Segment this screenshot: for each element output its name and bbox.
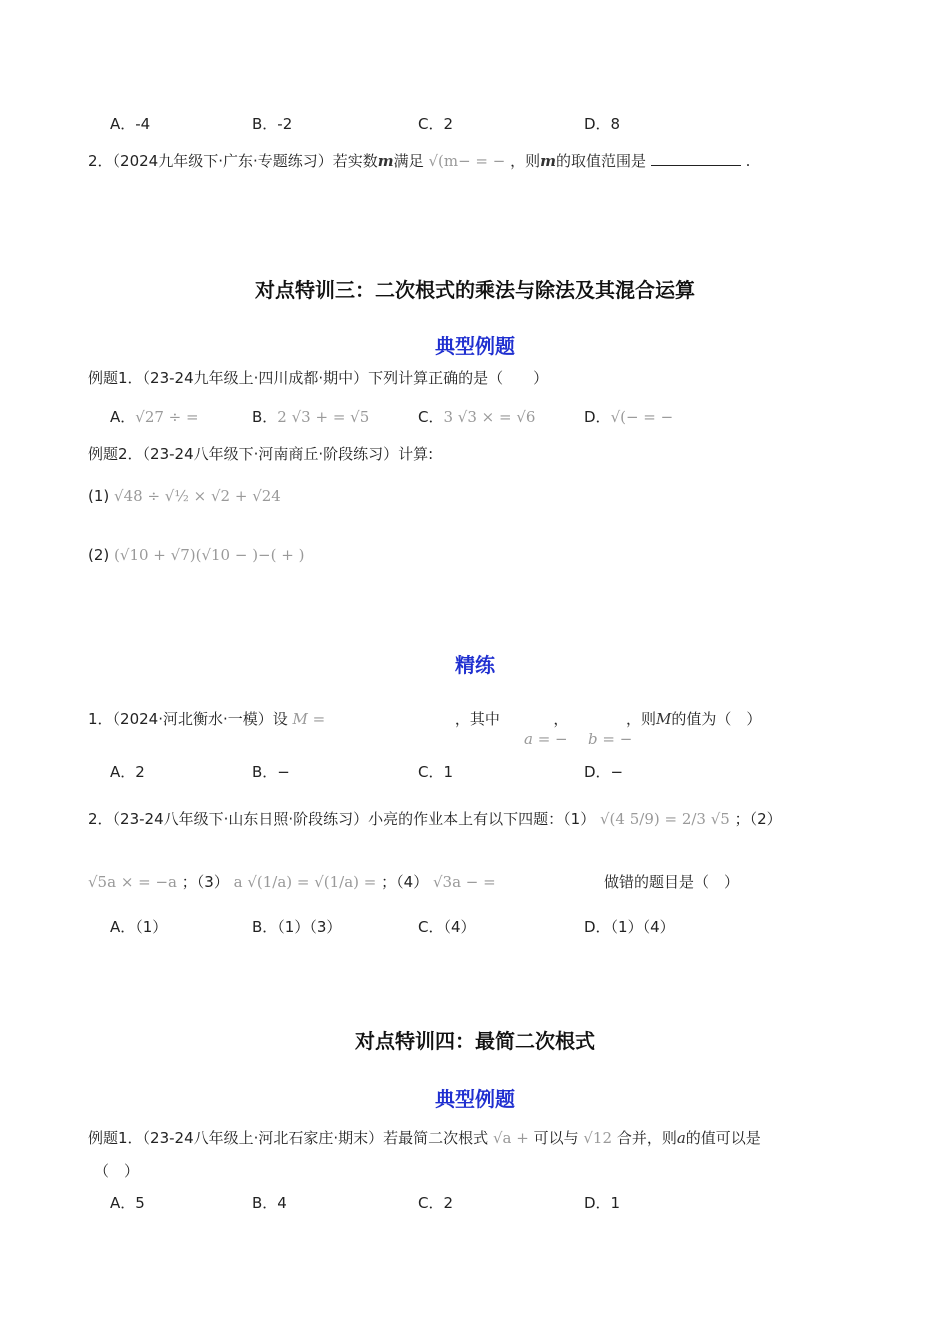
option-c: C．（4） bbox=[418, 918, 476, 936]
part-label: (1) bbox=[88, 487, 110, 505]
option-d: D．8 bbox=[584, 115, 621, 133]
option-a: A．（1） bbox=[110, 918, 168, 936]
section-title: 对点特训四：最简二次根式 bbox=[355, 1029, 595, 1053]
option-a: A．-4 bbox=[110, 115, 151, 133]
math-expression: √(m− = − bbox=[428, 152, 506, 170]
option-d: D．1 bbox=[584, 1194, 621, 1212]
example-mid: 可以与 bbox=[533, 1129, 579, 1147]
ex1-option-d bbox=[584, 407, 673, 427]
ex1-option-a bbox=[110, 407, 199, 427]
practice-1-prefix: 1．（2024·河北衡水·一模）设 bbox=[88, 710, 288, 728]
practice-1-mid2: ，则 bbox=[625, 710, 656, 728]
practice-2-line-1 bbox=[88, 809, 782, 829]
option-c: C．2 bbox=[418, 1194, 454, 1212]
var-M: M bbox=[655, 710, 672, 728]
practice-1-suffix: 的值为（ ） bbox=[671, 710, 762, 728]
option-d: D．− bbox=[584, 763, 624, 781]
math-expression: √3a − = bbox=[432, 873, 496, 891]
math-expression: √(4 5/9) = 2/3 √5 bbox=[600, 810, 730, 828]
math-expression: √a + bbox=[492, 1129, 529, 1147]
math-expression: (√10 + √7)(√10 − )−( + ) bbox=[114, 546, 305, 564]
example-mid2: 合并，则 bbox=[616, 1129, 677, 1147]
option-label: B． bbox=[252, 408, 278, 426]
option-label: A． bbox=[110, 408, 136, 426]
math-expression: M = bbox=[292, 710, 326, 728]
var-m: m bbox=[540, 152, 556, 170]
option-a: A．5 bbox=[110, 1194, 145, 1212]
var-a: a bbox=[676, 1129, 686, 1147]
answer-paren: （ ） bbox=[94, 1162, 140, 1180]
math-expression: 2 √3 + = √5 bbox=[277, 408, 370, 426]
option-b: B．-2 bbox=[252, 115, 293, 133]
practice-2-tail: 做错的题目是（ ） bbox=[604, 873, 740, 891]
practice-2-line-2 bbox=[88, 872, 496, 892]
math-expression: √5a × = −a bbox=[88, 873, 177, 891]
option-label: C． bbox=[418, 408, 444, 426]
subsection-title: 典型例题 bbox=[435, 1087, 515, 1111]
example-stem: 例题1．（23-24八年级上·河北石家庄·期末）若最简二次根式 bbox=[88, 1129, 489, 1147]
option-a: A．2 bbox=[110, 763, 145, 781]
practice-1-mid: ，其中 bbox=[454, 710, 500, 728]
math-expression: a = − bbox=[524, 730, 568, 748]
example-2-part-2 bbox=[88, 545, 304, 565]
example-2-stem: 例题2．（23-24八年级下·河南商丘·阶段练习）计算: bbox=[88, 445, 434, 463]
separator: ；（2） bbox=[734, 810, 782, 828]
section-4-example-1 bbox=[88, 1128, 761, 1148]
math-expression: a √(1/a) = √(1/a) = bbox=[233, 873, 377, 891]
practice-1 bbox=[88, 709, 761, 729]
answer-blank bbox=[651, 151, 741, 166]
ex1-option-c bbox=[418, 407, 535, 427]
example-2-part-1 bbox=[88, 486, 281, 506]
question-2-mid2: ，则 bbox=[510, 152, 541, 170]
question-2-prefix: 2．（2024九年级下·广东·专题练习）若实数 bbox=[88, 152, 378, 170]
math-expression: b = − bbox=[588, 730, 633, 748]
ex1-option-b bbox=[252, 407, 369, 427]
separator: ；（3） bbox=[181, 873, 229, 891]
question-2-suffix: 的取值范围是 bbox=[555, 152, 646, 170]
question-2-mid: 满足 bbox=[393, 152, 424, 170]
practice-2-stem: 2．（23-24八年级下·山东日照·阶段练习）小亮的作业本上有以下四题：（1） bbox=[88, 810, 596, 828]
option-b: B．− bbox=[252, 763, 290, 781]
math-expression: √12 bbox=[583, 1129, 613, 1147]
example-suffix: 的值可以是 bbox=[685, 1129, 761, 1147]
separator: ；（4） bbox=[381, 873, 429, 891]
option-b: B．（1）（3） bbox=[252, 918, 342, 936]
subsection-title: 典型例题 bbox=[435, 334, 515, 358]
math-expression: 3 √3 × = √6 bbox=[443, 408, 536, 426]
example-1-stem: 例题1．（23-24九年级上·四川成都·期中）下列计算正确的是（ ） bbox=[88, 369, 549, 387]
option-label: D． bbox=[584, 408, 611, 426]
option-d: D．（1）（4） bbox=[584, 918, 675, 936]
option-b: B．4 bbox=[252, 1194, 287, 1212]
option-c: C．2 bbox=[418, 115, 454, 133]
math-expression: √27 ÷ = bbox=[135, 408, 199, 426]
question-2 bbox=[88, 151, 750, 171]
part-label: (2) bbox=[88, 546, 110, 564]
question-2-end: . bbox=[745, 152, 751, 170]
option-c: C．1 bbox=[418, 763, 454, 781]
var-m: m bbox=[377, 152, 394, 170]
separator: ， bbox=[553, 710, 569, 728]
section-title: 对点特训三：二次根式的乘法与除法及其混合运算 bbox=[255, 278, 695, 302]
math-expression: √(− = − bbox=[610, 408, 674, 426]
subsection-title: 精练 bbox=[455, 653, 495, 677]
math-expression: √48 ÷ √½ × √2 + √24 bbox=[114, 487, 281, 505]
